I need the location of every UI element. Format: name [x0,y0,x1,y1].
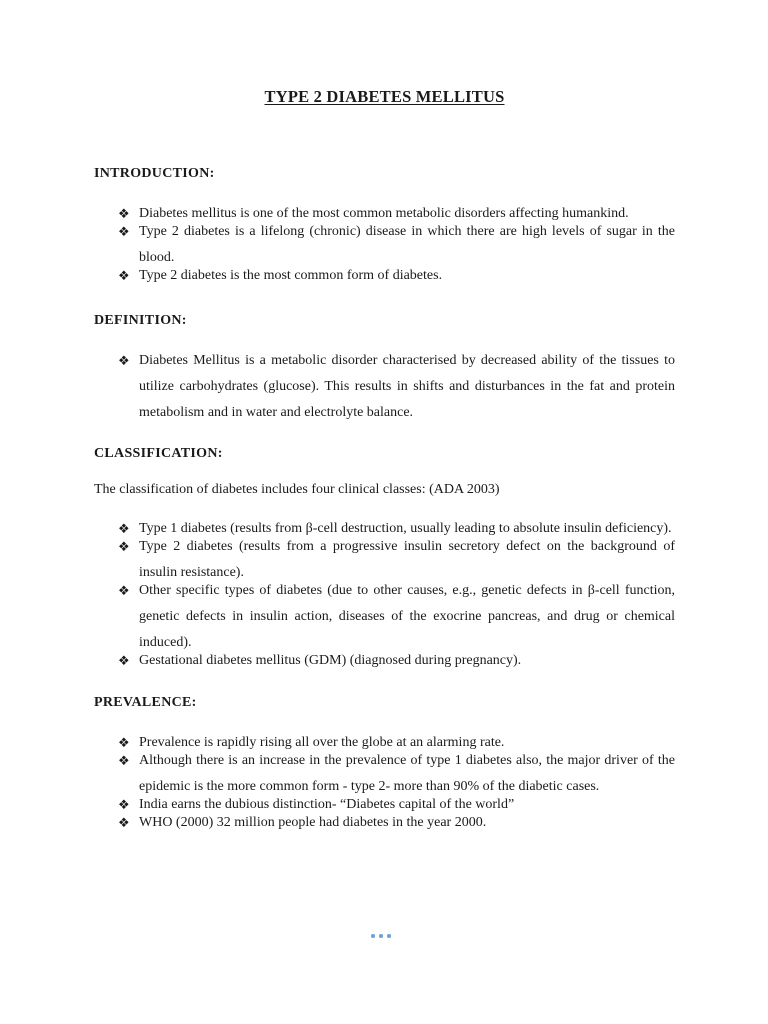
list-item-text: Gestational diabetes mellitus (GDM) (diagnosed during pregnancy). [139,653,522,668]
list-item [94,810,675,836]
list-item [94,648,675,674]
diamond-bullet-icon: ❖ [118,539,130,554]
more-options-icon[interactable] [371,934,391,938]
diamond-bullet-icon: ❖ [118,653,130,668]
list-item-text: India earns the dubious distinction- “Diabetes capital of the world” [139,797,515,812]
bullet-list [94,201,675,289]
more-dot [387,934,391,938]
list-item-text: Diabetes Mellitus is a metabolic disorder characterised by decreased ability of the tissues to utilize carbohydrates (glucose). This results in shifts and disturbances in the fat and protein metabolism and in water and electrolyte balance. [139,353,675,420]
list-item-text: Although there is an increase in the prevalence of type 1 diabetes also, the major driver of the epidemic is the more common form - type 2- more than 90% of the diabetic cases. [139,753,675,794]
document-page [94,86,675,836]
list-item-text: WHO (2000) 32 million people had diabetes in the year 2000. [139,815,487,830]
section-intro-text: The classification of diabetes includes four clinical classes: (ADA 2003) [94,482,500,497]
bullet-list [94,516,675,674]
diamond-bullet-icon: ❖ [118,735,130,750]
diamond-bullet-icon: ❖ [118,206,130,221]
list-item [94,578,675,656]
more-dot [371,934,375,938]
section-heading: PREVALENCE: [94,695,197,710]
diamond-bullet-icon: ❖ [118,268,130,283]
section-introduction [94,165,675,289]
list-item-text: Type 2 diabetes is a lifelong (chronic) disease in which there are high levels of sugar in the blood. [139,224,675,265]
section-classification [94,445,675,674]
section-definition [94,312,675,426]
diamond-bullet-icon: ❖ [118,353,130,368]
list-item [94,263,675,289]
diamond-bullet-icon: ❖ [118,583,130,598]
more-dot [379,934,383,938]
diamond-bullet-icon: ❖ [118,521,130,536]
section-prevalence [94,694,675,836]
section-heading: DEFINITION: [94,313,187,328]
section-heading: CLASSIFICATION: [94,446,223,461]
list-item-text: Prevalence is rapidly rising all over the globe at an alarming rate. [139,735,505,750]
list-item-text: Type 2 diabetes is the most common form of diabetes. [139,268,443,283]
list-item [94,348,675,426]
list-item-text: Type 2 diabetes (results from a progressive insulin secretory defect on the background of insulin resistance). [139,539,675,580]
diamond-bullet-icon: ❖ [118,797,130,812]
bullet-list [94,348,675,426]
list-item-text: Type 1 diabetes (results from β-cell destruction, usually leading to absolute insulin deficiency). [139,521,672,536]
diamond-bullet-icon: ❖ [118,815,130,830]
document-title: TYPE 2 DIABETES MELLITUS [264,87,505,106]
diamond-bullet-icon: ❖ [118,224,130,239]
bullet-list [94,730,675,836]
diamond-bullet-icon: ❖ [118,753,130,768]
list-item-text: Other specific types of diabetes (due to other causes, e.g., genetic defects in β-cell function, genetic defects in insulin action, diseases of the exocrine pancreas, and drug or chemical induced). [139,583,675,650]
section-heading: INTRODUCTION: [94,166,215,181]
list-item-text: Diabetes mellitus is one of the most common metabolic disorders affecting humankind. [139,206,629,221]
